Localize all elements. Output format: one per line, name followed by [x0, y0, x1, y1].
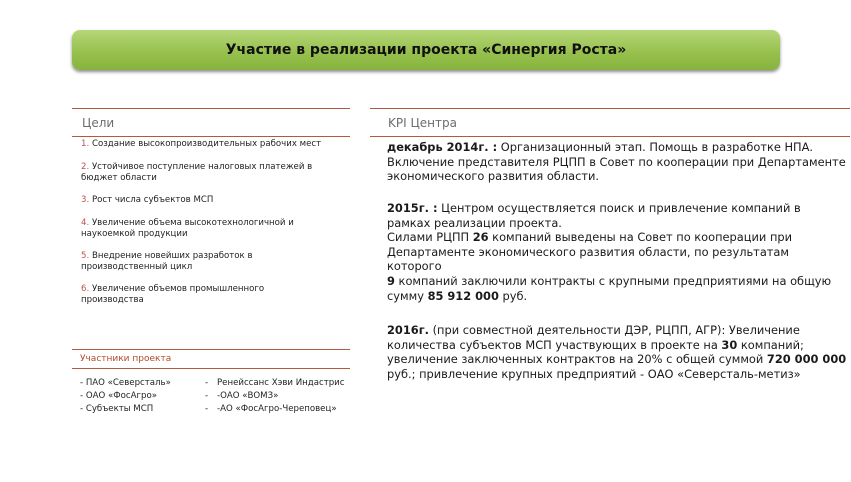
kpi-text: Силами РЦПП — [387, 230, 473, 245]
kpi-sum: 720 000 000 — [766, 352, 847, 367]
kpi-period-label: декабрь 2014г. : — [387, 140, 498, 154]
participants-list-left — [80, 377, 205, 416]
kpi-number: 26 — [472, 230, 489, 245]
goal-number: 1. — [81, 139, 90, 149]
goal-text: Создание высокопроизводительных рабочих мест — [91, 139, 322, 149]
participant-item-row: - -ОАО «ВОМЗ» — [205, 391, 279, 401]
goal-number: 4. — [81, 218, 90, 228]
goal-item — [81, 218, 321, 240]
participant-item: Ренейссанс Хэви Индастрис — [217, 378, 345, 388]
goal-text: Устойчивое поступление налоговых платежей в бюджет области — [81, 162, 313, 183]
kpi-text: (при совместной деятельности ДЭР, РЦПП, АГР): Увеличение количества субъектов МСП участвующих в проекте на — [387, 323, 800, 352]
goals-list — [81, 139, 371, 317]
goal-text: Рост числа субъектов МСП — [91, 195, 214, 205]
kpi-number: 30 — [721, 337, 738, 352]
goals-header: Цели — [72, 108, 350, 137]
goal-number: 5. — [81, 251, 90, 261]
goal-number: 6. — [81, 284, 90, 294]
participant-item: -ОАО «ВОМЗ» — [217, 391, 279, 401]
kpi-sum: 85 912 000 — [427, 288, 499, 303]
goal-number: 2. — [81, 162, 90, 172]
participant-item: -АО «ФосАгро-Череповец» — [217, 404, 337, 414]
goal-text: Внедрение новейших разработок в производственный цикл — [81, 251, 253, 272]
kpi-text: компаний выведены на Совет по кооперации при Департаменте экономического развития области, по результатам которого — [387, 230, 793, 274]
goal-number: 3. — [81, 195, 90, 205]
kpi-text: Организационный этап. Помощь в разработке НПА. Включение представителя РЦПП в Совет по кооперации при Департаменте экономического развития области. — [387, 140, 846, 184]
kpi-text: руб.; привлечение крупных предприятий - ОАО «Северсталь-метиз» — [387, 366, 801, 381]
kpi-period-label: 2016г. — [387, 323, 429, 337]
participants-header: Участники проекта — [72, 349, 350, 369]
kpi-paragraph-2014 — [387, 140, 847, 184]
participant-item: - ОАО «ФосАгро» — [80, 391, 157, 401]
kpi-text: компаний; увеличение заключенных контрактов на 20% с общей суммой — [387, 337, 804, 367]
kpi-text: Центром осуществляется поиск и привлечение компаний в рамках реализации проекта. — [387, 201, 801, 230]
kpi-number: 9 — [387, 273, 395, 288]
kpi-text: компаний заключили контракты с крупными предприятиями на общую сумму — [387, 273, 832, 303]
participant-item-row: - Ренейссанс Хэви Индастрис — [205, 378, 345, 388]
participant-item: - ПАО «Северсталь» — [80, 378, 171, 388]
goal-item — [81, 195, 371, 206]
page-title: Участие в реализации проекта «Синергия Роста» — [72, 30, 780, 70]
goal-item — [81, 284, 296, 306]
participant-item: - Субъекты МСП — [80, 404, 154, 414]
goal-text: Увеличение объема высокотехнологичной и наукоемкой продукции — [81, 218, 294, 239]
kpi-paragraph-2015 — [387, 201, 847, 303]
goal-text: Увеличение объемов промышленного производства — [81, 284, 265, 305]
kpi-period-label: 2015г. : — [387, 201, 438, 215]
participant-item-row: - -АО «ФосАгро-Череповец» — [205, 404, 337, 414]
kpi-paragraph-2016 — [387, 323, 847, 381]
kpi-text: руб. — [498, 288, 528, 303]
participants-list-right — [205, 377, 365, 416]
goal-item — [81, 139, 371, 150]
kpi-header: KPI Центра — [370, 108, 850, 137]
goal-item — [81, 162, 331, 184]
goal-item — [81, 251, 281, 273]
